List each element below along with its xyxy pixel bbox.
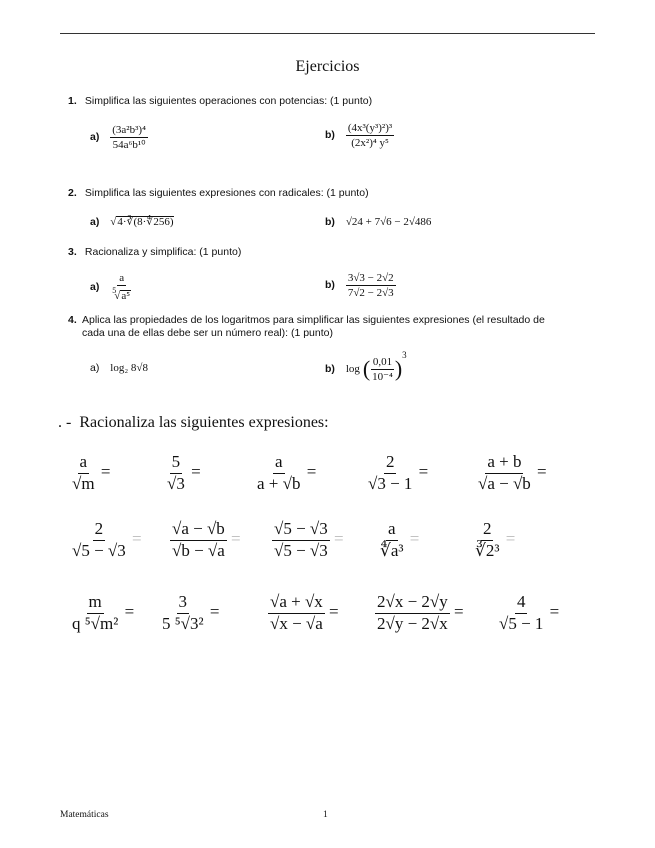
page-title: Ejercicios: [295, 58, 360, 75]
equals-sign: =: [454, 602, 464, 622]
numerator: √5 − √3: [272, 520, 330, 541]
radical-expression: √4·∛(8·∜256): [110, 216, 174, 228]
numerator: 3√3 − 2√2: [346, 272, 396, 286]
label-a: a): [90, 216, 100, 228]
expr-r1-4: [366, 453, 428, 493]
denominator: √m: [72, 473, 95, 493]
section-4-text: Aplica las propiedades de los logaritmos para simplificar las siguientes expresiones (el resultado de cada una de ellas debe ser un número real): (1 punto): [82, 314, 545, 339]
denominator: √5 − √3: [274, 540, 328, 560]
denominator: 54a⁶b¹⁰: [112, 139, 146, 152]
section-2-heading: [68, 187, 369, 199]
section-3-text: Racionaliza y simplifica: (1 punto): [84, 246, 242, 258]
numerator: √a + √x: [268, 593, 325, 614]
equals-sign: =: [537, 462, 547, 482]
denominator: 2√y − 2√x: [377, 613, 448, 633]
log-expression: log₂ 8√8: [110, 362, 148, 374]
equals-sign: =: [209, 602, 220, 622]
numerator: (4x³(y³)²)³: [346, 122, 394, 136]
numerator: a: [78, 453, 90, 474]
fraction: [110, 124, 148, 151]
equals-sign: =: [505, 529, 516, 549]
label-b: b): [325, 363, 335, 375]
numerator: 2: [384, 453, 397, 474]
label-a: a): [90, 131, 100, 144]
equals-sign: =: [306, 462, 317, 482]
equals-sign: =: [132, 529, 142, 549]
denominator: 7√2 − 2√3: [347, 287, 394, 300]
denominator: √3 − 1: [368, 473, 413, 493]
numerator: (3a²b³)⁴: [110, 124, 148, 138]
section-2-text: Simplifica las siguientes expresiones con radicales: (1 punto): [84, 187, 369, 199]
numerator: √a − √b: [170, 520, 227, 541]
section-1-text: Simplifica las siguientes operaciones con potencias: (1 punto): [84, 95, 373, 107]
numerator: a: [273, 453, 285, 474]
expr-r3-2: [160, 593, 219, 633]
exercise-4b: b) log ( $\frac{0,01}{\text{10⁻⁴}}$ )$^3$: [325, 350, 407, 383]
numerator: 2: [93, 520, 106, 541]
numerator: 4: [515, 593, 528, 614]
denominator: a + √b: [257, 473, 301, 493]
footer-subject: Matemáticas: [60, 810, 109, 820]
equals-sign: =: [334, 529, 344, 549]
denominator: ∛2³: [475, 540, 500, 560]
section-5-heading: [58, 414, 329, 432]
denominator: √5 − √3: [72, 540, 126, 560]
numerator: 2√x − 2√y: [375, 593, 450, 614]
expr-r3-1: [70, 593, 134, 633]
numerator: a + b: [485, 453, 523, 474]
exercise-2a: [90, 216, 174, 229]
exponent: 3: [402, 350, 407, 360]
section-4-heading: [68, 314, 568, 340]
exercise-3b: [325, 272, 396, 299]
fraction: [346, 122, 394, 149]
section-4-number: 4.: [68, 314, 77, 326]
fraction: [346, 272, 396, 299]
denominator: √3: [167, 473, 185, 493]
expr-r3-3: [268, 593, 339, 633]
equals-sign: =: [124, 602, 135, 622]
denominator: (2x²)⁴ y⁵: [351, 137, 389, 150]
numerator: a: [117, 272, 126, 286]
radical-expression: √24 + 7√6 − 2√486: [345, 216, 432, 228]
expr-r1-5: [476, 453, 547, 493]
numerator: 3: [177, 593, 190, 614]
denominator: ∜a³: [380, 540, 404, 560]
expr-r1-2: [165, 453, 201, 493]
equals-sign: =: [191, 462, 201, 482]
section-5-prefix: . -: [58, 414, 72, 431]
numerator: 2: [481, 520, 494, 541]
numerator: a: [386, 520, 398, 541]
radicand: a⁵: [121, 290, 131, 303]
exercise-3a: [90, 272, 133, 303]
label-a: a): [90, 281, 100, 294]
equals-sign: =: [231, 529, 241, 549]
expr-r2-1: [70, 520, 142, 560]
exercise-4a: [90, 362, 148, 374]
equals-sign: =: [409, 529, 420, 549]
expr-r3-5: [497, 593, 559, 633]
exercise-1b: [325, 122, 394, 149]
denominator: √b − √a: [172, 540, 225, 560]
expr-r2-4: [378, 520, 419, 560]
expr-r1-1: [70, 453, 110, 493]
denominator: 5 ⁵√3²: [162, 613, 204, 633]
fraction: [110, 272, 133, 303]
denominator: q ⁵√m²: [72, 613, 119, 633]
page-number: 1: [323, 810, 328, 820]
section-1-heading: [68, 95, 372, 107]
numerator: 0,01: [371, 356, 394, 370]
expr-r2-5: [473, 520, 515, 560]
expr-r1-3: [255, 453, 316, 493]
section-3-number: 3.: [68, 246, 77, 258]
log-word: log: [345, 363, 360, 375]
expr-r3-4: [375, 593, 464, 633]
exercise-2b: [325, 216, 431, 228]
exercise-1a: [90, 124, 148, 151]
radicand: 4·∛(8·∜256): [117, 216, 174, 228]
denominator: $^5$√a⁵: [112, 286, 131, 303]
label-a: a): [90, 362, 100, 374]
equals-sign: =: [549, 602, 560, 622]
section-5-text: Racionaliza las siguientes expresiones:: [79, 414, 329, 431]
label-b: b): [325, 279, 335, 292]
fraction: [370, 356, 395, 383]
equals-sign: =: [100, 462, 111, 482]
denominator: √x − √a: [270, 613, 323, 633]
equals-sign: =: [329, 602, 339, 622]
numerator: 5: [170, 453, 183, 474]
numerator: m: [87, 593, 104, 614]
expr-r2-3: [272, 520, 344, 560]
denominator: √a − √b: [478, 473, 531, 493]
label-b: b): [325, 129, 335, 142]
expr-r2-2: [170, 520, 241, 560]
section-3-heading: [68, 246, 241, 258]
section-1-number: 1.: [68, 95, 77, 107]
top-rule: [60, 33, 595, 34]
denominator: √5 − 1: [499, 613, 544, 633]
denominator: 10⁻⁴: [372, 370, 393, 383]
equals-sign: =: [418, 462, 429, 482]
section-2-number: 2.: [68, 187, 77, 199]
label-b: b): [325, 216, 335, 228]
